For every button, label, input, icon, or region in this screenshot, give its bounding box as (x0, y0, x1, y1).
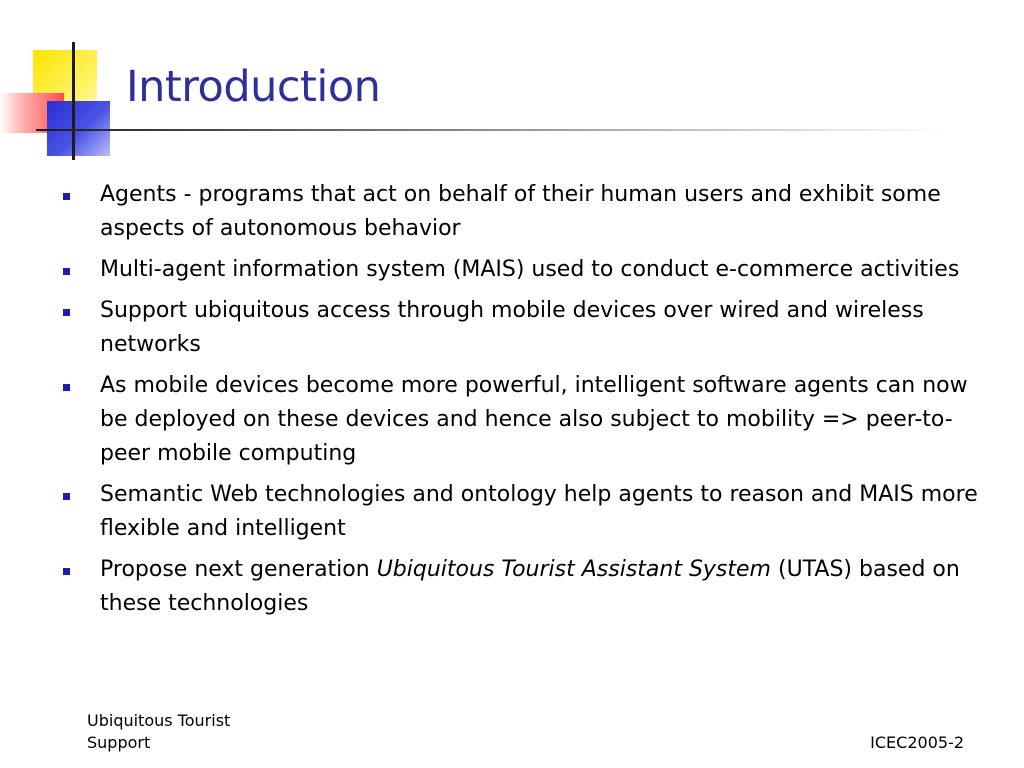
bullet-text: Multi-agent information system (MAIS) used to conduct e-commerce activities (100, 257, 960, 282)
bullet-text: Support ubiquitous access through mobile devices over wired and wireless networks (100, 298, 924, 357)
square-bullet-icon (63, 384, 70, 391)
square-bullet-icon (63, 568, 70, 575)
bullet-item (60, 294, 990, 362)
square-bullet-icon (63, 193, 70, 200)
slide-title: Introduction (126, 62, 381, 112)
logo-vertical-line (72, 42, 75, 160)
square-bullet-icon (63, 493, 70, 500)
bullet-text (100, 557, 960, 616)
title-underline (36, 129, 948, 131)
bullet-text-pre: Propose next generation (100, 557, 377, 582)
square-bullet-icon (63, 309, 70, 316)
bullet-item (60, 253, 990, 287)
footer-left: Ubiquitous Tourist Support (87, 711, 231, 752)
bullet-text: Semantic Web technologies and ontology help agents to reason and MAIS more flexible and intelligent (100, 482, 978, 541)
bullet-item (60, 553, 990, 621)
bullet-item (60, 178, 990, 246)
bullet-item (60, 478, 990, 546)
bullet-text-post: (UTAS) based on these technologies (100, 557, 960, 616)
bullet-text-emphasis: Ubiquitous Tourist Assistant System (376, 557, 771, 582)
bullet-list (60, 178, 990, 628)
bullet-text: Agents - programs that act on behalf of their human users and exhibit some aspects of autonomous behavior (100, 182, 941, 241)
footer-slide-number: ICEC2005-2 (870, 733, 964, 752)
bullet-item (60, 369, 990, 471)
square-bullet-icon (63, 268, 70, 275)
bullet-text: As mobile devices become more powerful, intelligent software agents can now be deployed on these devices and hence also subject to mobility => peer-to-peer mobile computing (100, 373, 968, 466)
